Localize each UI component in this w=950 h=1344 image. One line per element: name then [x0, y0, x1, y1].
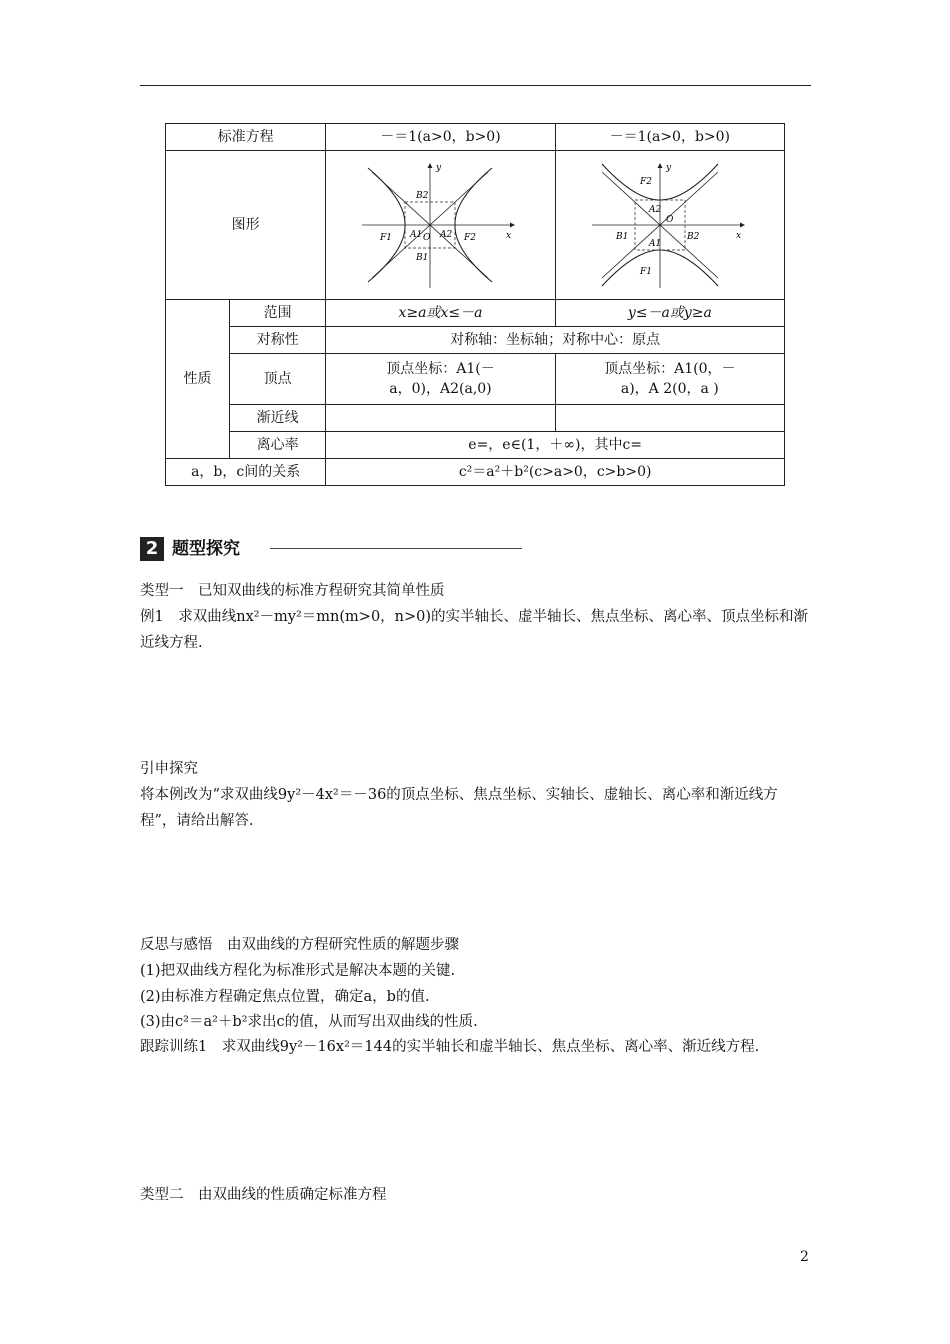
vertex-a2-label: A2	[648, 205, 662, 215]
training1-text: 跟踪训练1 求双曲线9y²－16x²＝144的实半轴长和虚半轴长、焦点坐标、离心率、渐近线方程.	[140, 1039, 760, 1055]
vertex-x-line2: a，0)，A2(a,0)	[389, 381, 492, 397]
vertex-a1-label: A1	[410, 230, 423, 240]
figure-cell-y	[555, 151, 784, 300]
standard-equation-y: －＝1(a>0，b>0)	[555, 124, 784, 151]
eccentricity-value: e=，e∈(1，＋∞)，其中c=	[326, 432, 785, 459]
step-3: (3)由c²＝a²＋b²求出c的值，从而写出双曲线的性质.	[140, 1014, 478, 1030]
label-vertex: 顶点	[229, 354, 325, 405]
table-row	[166, 354, 785, 405]
focus-f1-label: F1	[639, 267, 652, 277]
section-title: 题型探究	[172, 539, 240, 559]
table-row	[166, 124, 785, 151]
b2-label: B2	[416, 191, 429, 201]
type1-heading: 类型一 已知双曲线的标准方程研究其简单性质	[140, 583, 445, 599]
hyperbola-y-figure	[590, 160, 750, 290]
hyperbola-properties-table	[165, 123, 785, 486]
asymptote-y	[555, 405, 784, 432]
type2-heading: 类型二 由双曲线的性质确定标准方程	[140, 1187, 387, 1203]
origin-label: O	[665, 215, 674, 225]
range-y: y≤－a或y≥a	[555, 300, 784, 327]
label-symmetry: 对称性	[229, 327, 325, 354]
standard-equation-x: －＝1(a>0，b>0)	[326, 124, 555, 151]
section-rule	[270, 548, 522, 549]
table-row	[166, 432, 785, 459]
step-1: (1)把双曲线方程化为标准形式是解决本题的关键.	[140, 963, 456, 979]
x-axis-label: x	[735, 231, 741, 241]
vertex-a2-label: A2	[440, 230, 453, 240]
label-figure: 图形	[166, 151, 326, 300]
label-abc-relation: a，b，c间的关系	[166, 459, 326, 486]
label-properties: 性质	[166, 300, 230, 459]
x-axis-label: x	[506, 231, 512, 241]
vertex-y-line1: 顶点坐标：A1(0，－	[604, 361, 736, 377]
y-axis-label: y	[436, 163, 442, 173]
range-x: x≥a或x≤－a	[326, 300, 555, 327]
origin-label: O	[423, 233, 431, 243]
y-axis-label: y	[665, 163, 671, 173]
label-eccentricity: 离心率	[229, 432, 325, 459]
reflection-heading: 反思与感悟 由双曲线的方程研究性质的解题步骤	[140, 937, 459, 953]
table-row	[166, 327, 785, 354]
symmetry-value: 对称轴：坐标轴；对称中心：原点	[326, 327, 785, 354]
extension-heading: 引申探究	[140, 761, 198, 777]
hyperbola-x-figure	[360, 160, 520, 290]
example1-text: 例1 求双曲线nx²－my²＝mn(m>0，n>0)的实半轴长、虚半轴长、焦点坐标、离心率、顶点坐标和渐近线方程.	[140, 609, 809, 651]
extension-text: 将本例改为“求双曲线9y²－4x²＝－36的顶点坐标、焦点坐标、实轴长、虚轴长、离心率和渐近线方程”，请给出解答.	[140, 787, 778, 829]
vertex-y-line2: a)，A 2(0，a )	[620, 381, 719, 397]
header-rule	[140, 85, 811, 86]
section-number: 2	[140, 537, 164, 561]
abc-relation-value: c²＝a²＋b²(c>a>0，c>b>0)	[326, 459, 785, 486]
vertex-x	[326, 354, 555, 405]
focus-f2-label: F2	[639, 177, 652, 187]
focus-f2-label: F2	[464, 233, 477, 243]
table-row	[166, 300, 785, 327]
asymptote-x	[326, 405, 555, 432]
vertex-x-line1: 顶点坐标：A1(－	[386, 361, 495, 377]
figure-cell-x	[326, 151, 555, 300]
table-row	[166, 405, 785, 432]
label-range: 范围	[229, 300, 325, 327]
section-header	[140, 537, 522, 561]
label-asymptote: 渐近线	[229, 405, 325, 432]
vertex-y	[555, 354, 784, 405]
focus-f1-label: F1	[380, 233, 393, 243]
page-number: 2	[800, 1249, 809, 1265]
label-standard-equation: 标准方程	[166, 124, 326, 151]
table-row	[166, 151, 785, 300]
step-2: (2)由标准方程确定焦点位置，确定a，b的值.	[140, 989, 430, 1005]
vertex-a1-label: A1	[648, 239, 662, 249]
b1-label: B1	[615, 232, 629, 242]
table-row	[166, 459, 785, 486]
b1-label: B1	[416, 253, 429, 263]
b2-label: B2	[686, 232, 700, 242]
